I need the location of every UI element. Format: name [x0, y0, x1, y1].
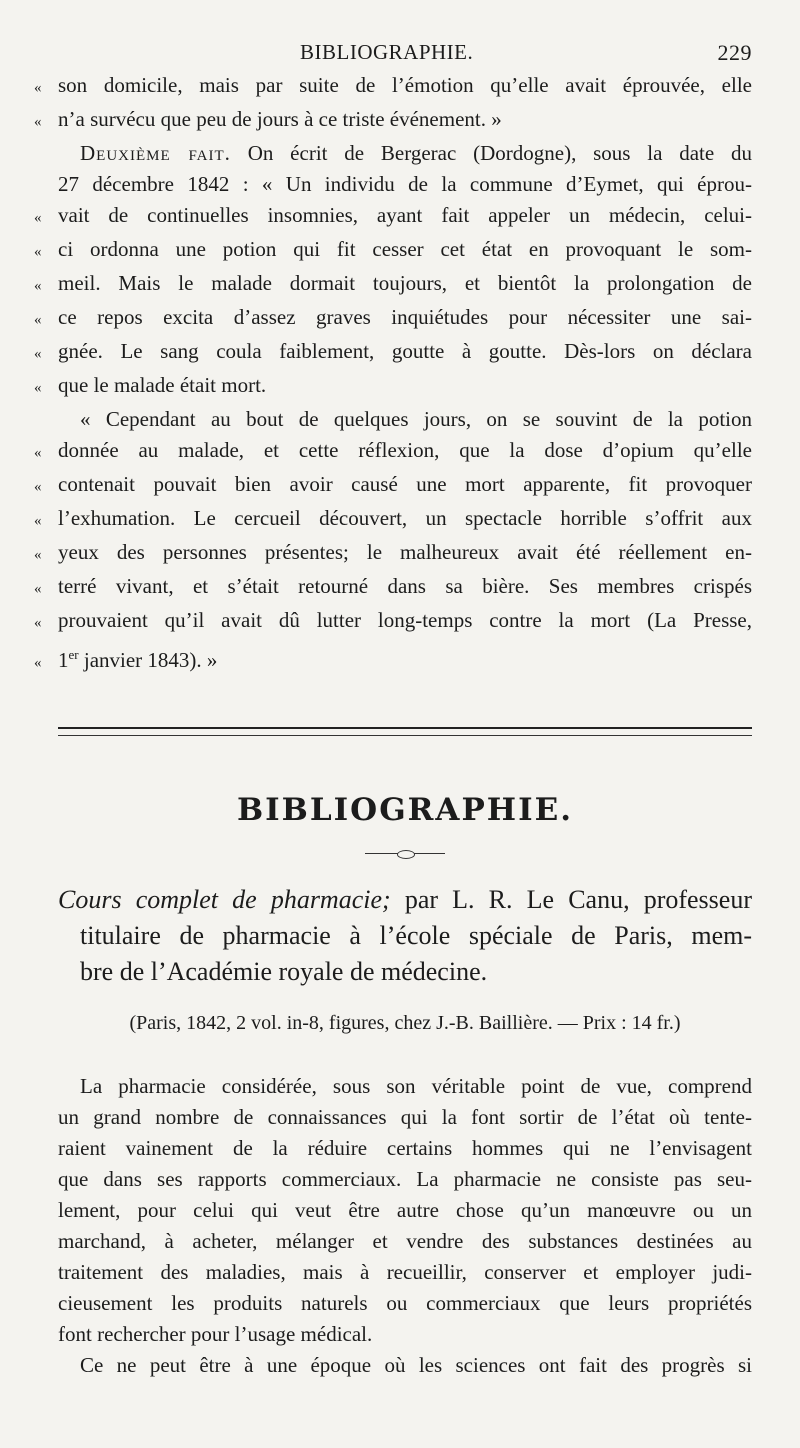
text-line: lement, pour celui qui veut être autre chose qu’un manœuvre ou un: [58, 1198, 752, 1222]
text-line: « l’exhumation. Le cercueil découvert, un spectacle horrible s’offrit aux: [34, 506, 752, 530]
text-line: « que le malade était mort.: [34, 373, 267, 397]
text-line: « ce repos excita d’assez graves inquiétudes pour nécessiter une sai-: [34, 305, 752, 329]
review-paragraph: [58, 1071, 752, 1381]
third-paragraph: [34, 404, 752, 679]
text-line: « gnée. Le sang coula faiblement, goutte à goutte. Dès-lors on déclara: [34, 339, 752, 363]
page-number: 229: [717, 40, 752, 65]
ornament-divider-icon: [365, 850, 445, 858]
text-line: Ce ne peut être à une époque où les sciences ont fait des progrès si: [80, 1353, 752, 1377]
text-line: « terré vivant, et s’était retourné dans sa bière. Ses membres crispés: [34, 574, 752, 598]
text-line: bre de l’Académie royale de médecine.: [80, 957, 488, 986]
text-line: La pharmacie considérée, sous son véritable point de vue, comprend: [80, 1074, 752, 1098]
publication-info: (Paris, 1842, 2 vol. in-8, figures, chez J.-B. Baillière. — Prix : 14 fr.): [129, 1012, 681, 1034]
book-title-italic: Cours complet de pharmacie;: [58, 885, 391, 914]
fact-label: Deuxième fait.: [80, 141, 231, 165]
section-separator: [58, 727, 752, 736]
text-line: « yeux des personnes présentes; le malheureux avait été réellement en-: [34, 540, 752, 564]
text-line: titulaire de pharmacie à l’école spéciale de Paris, mem-: [80, 921, 752, 950]
text-line: un grand nombre de connaissances qui la font sortir de l’état où tente-: [58, 1105, 752, 1129]
text-line: « donnée au malade, et cette réflexion, que la dose d’opium qu’elle: [34, 438, 752, 462]
running-title: BIBLIOGRAPHIE.: [300, 40, 474, 64]
text-line: « son domicile, mais par suite de l’émotion qu’elle avait éprouvée, elle: [34, 73, 752, 97]
text-line: « ci ordonna une potion qui fit cesser cet état en provoquant le som-: [34, 237, 752, 261]
text-line: traitement des maladies, mais à recueillir, conserver et employer judi-: [58, 1260, 752, 1284]
continued-quotation: [34, 70, 752, 138]
text-line: Cours complet de pharmacie; par L. R. Le Canu, professeur: [58, 885, 752, 914]
section-heading: BIBLIOGRAPHIE.: [236, 792, 574, 828]
book-entry-title: [58, 882, 752, 990]
text-line: « meil. Mais le malade dormait toujours, et bientôt la prolongation de: [34, 271, 752, 295]
text-line: Deuxième fait. On écrit de Bergerac (Dordogne), sous la date du: [80, 141, 752, 165]
text-line: « vait de continuelles insomnies, ayant fait appeler un médecin, celui-: [34, 203, 752, 227]
text-line: raient vainement de la réduire certains hommes qui ne l’envisagent: [58, 1136, 752, 1160]
text-line: « contenait pouvait bien avoir causé une mort apparente, fit provoquer: [34, 472, 752, 496]
text-line: « Cependant au bout de quelques jours, on se souvint de la potion: [80, 407, 752, 431]
text-line: 27 décembre 1842 : « Un individu de la commune d’Eymet, qui éprou-: [58, 172, 752, 196]
double-rule: [58, 727, 752, 736]
text-line: « n’a survécu que peu de jours à ce triste événement. »: [34, 107, 502, 131]
text-line: que dans ses rapports commerciaux. La pharmacie ne consiste pas seu-: [58, 1167, 752, 1191]
text-line: font rechercher pour l’usage médical.: [58, 1322, 373, 1346]
text-line: « 1er janvier 1843). »: [34, 647, 218, 672]
running-head: [58, 36, 752, 70]
text-line: « prouvaient qu’il avait dû lutter long-temps contre la mort (La Presse,: [34, 608, 752, 632]
text-line: cieusement les produits naturels ou commerciaux que leurs propriétés: [58, 1291, 752, 1315]
second-fact-paragraph: [34, 138, 752, 404]
text-line: marchand, à acheter, mélanger et vendre des substances destinées au: [58, 1229, 752, 1253]
